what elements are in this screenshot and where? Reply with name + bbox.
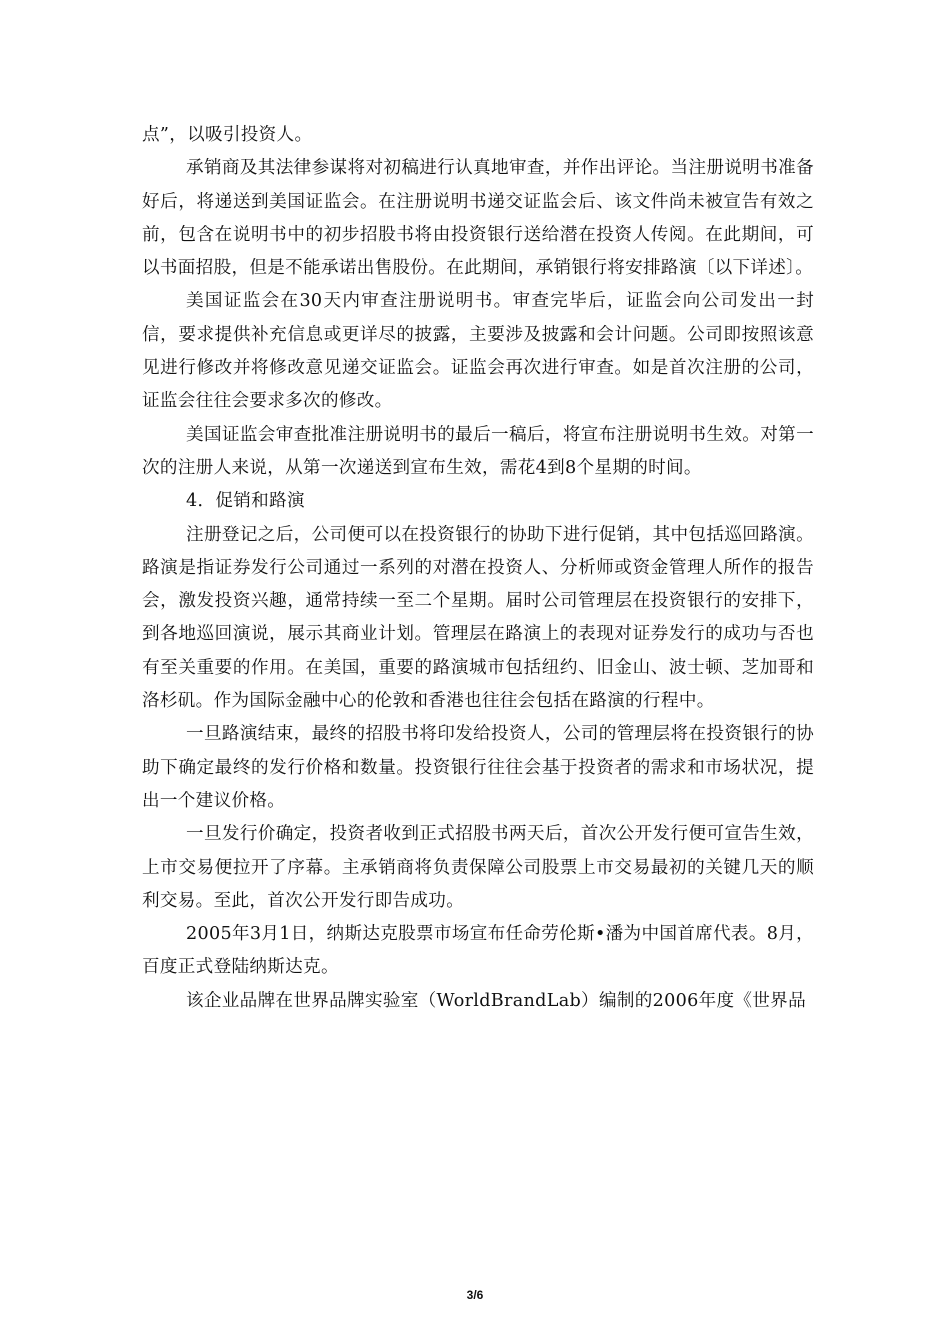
page-number: 3/6	[466, 1288, 484, 1302]
paragraph-world-brand-lab: 该企业品牌在世界品牌实验室（WorldBrandLab）编制的2006年度《世界品	[186, 990, 806, 1011]
document-body	[142, 119, 814, 1018]
paragraph-ipo-effective: 一旦发行价确定，投资者收到正式招股书两天后，首次公开发行便可宣告生效，上市交易便拉开了序幕。主承销商将负责保障公司股票上市交易最初的关键几天的顺利交易。至此，首次公开发行即告成功。	[142, 824, 814, 911]
paragraph-pricing: 一旦路演结束，最终的招股书将印发给投资人，公司的管理层将在投资银行的协助下确定最终的发行价格和数量。投资银行往往会基于投资者的需求和市场状况，提出一个建议价格。	[142, 724, 814, 811]
paragraph-continuation: 点”，以吸引投资人。	[142, 125, 313, 145]
paragraph-underwriter-review: 承销商及其法律参谋将对初稿进行认真地审查，并作出评论。当注册说明书准备好后，将递送到美国证监会。在注册说明书递交证监会后、该文件尚未被宣告有效之前，包含在说明书中的初步招股书将由投资银行送给潜在投资人传阅。在此期间，可以书面招股，但是不能承诺出售股份。在此期间，承销银行将安排路演〔以下详述〕。	[142, 158, 814, 279]
section-heading-roadshow: 4．促销和路演	[186, 491, 305, 512]
paragraph-sec-review: 美国证监会在30天内审查注册说明书。审查完毕后，证监会向公司发出一封信，要求提供补充信息或更详尽的披露，主要涉及披露和会计问题。公司即按照该意见进行修改并将修改意见递交证监会。证监会再次进行审查。如是首次注册的公司，证监会往往会要求多次的修改。	[142, 291, 814, 412]
paragraph-roadshow: 注册登记之后，公司便可以在投资银行的协助下进行促销，其中包括巡回路演。路演是指证券发行公司通过一系列的对潜在投资人、分析师或资金管理人所作的报告会，激发投资兴趣，通常持续一至二个星期。届时公司管理层在投资银行的安排下，到各地巡回演说，展示其商业计划。管理层在路演上的表现对证券发行的成功与否也有至关重要的作用。在美国，重要的路演城市包括纽约、旧金山、波士顿、芝加哥和洛杉矶。作为国际金融中心的伦敦和香港也往往会包括在路演的行程中。	[142, 524, 814, 712]
paragraph-nasdaq: 2005年3月1日，纳斯达克股票市场宣布任命劳伦斯•潘为中国首席代表。8月，百度正式登陆纳斯达克。	[142, 924, 814, 978]
paragraph-effective-registration: 美国证监会审查批准注册说明书的最后一稿后，将宣布注册说明书生效。对第一次的注册人来说，从第一次递送到宣布生效，需花4到8个星期的时间。	[142, 424, 814, 478]
